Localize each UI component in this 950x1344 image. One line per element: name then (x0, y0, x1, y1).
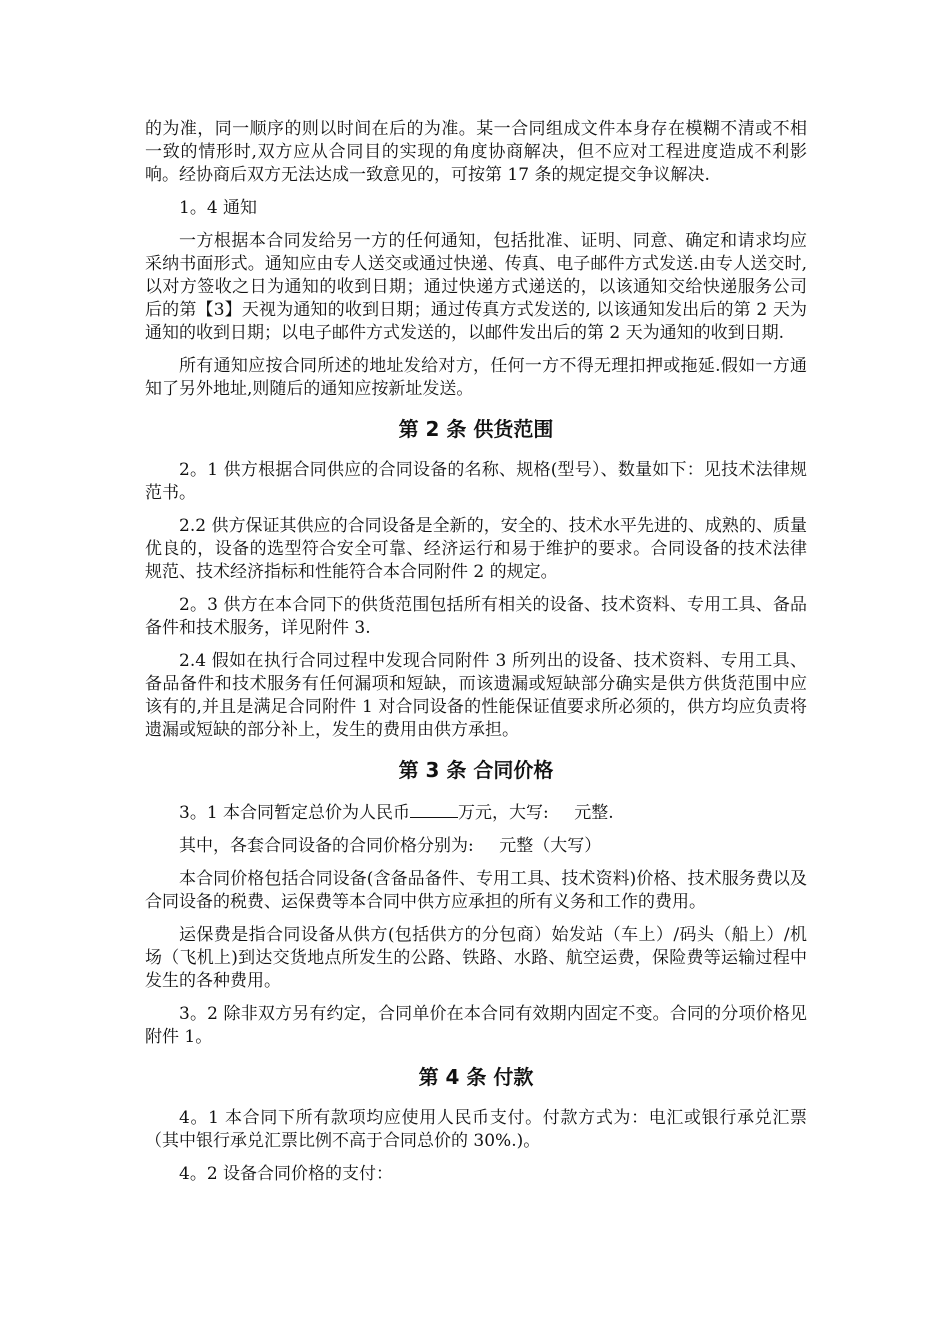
amount-blank (410, 800, 458, 818)
clause-2-4: 2.4 假如在执行合同过程中发现合同附件 3 所列出的设备、技术资料、专用工具、备品备件和技术服务有任何漏项和短缺，而该遗漏或短缺部分确实是供方供货范围中应该有的,并且是满足合同附件 1 对合同设备的性能保证值要求所必须的，供方均应负责将遗漏或短缺的部分补上，发生的费用由供方承担。 (145, 651, 807, 740)
article-4-title: 第 4 条 付款 (418, 1065, 534, 1089)
clause-4-2: 4。2 设备合同价格的支付： (179, 1164, 394, 1184)
clause-3-1-text-a: 3。1 本合同暂定总价为人民币 (179, 803, 411, 823)
clause-heading-notice: 1。4 通知 (179, 198, 258, 218)
document-page (145, 118, 807, 1196)
clause-3-2: 3。2 除非双方另有约定，合同单价在本合同有效期内固定不变。合同的分项价格见附件 1。 (145, 1004, 807, 1047)
paragraph-shipping-insurance: 运保费是指合同设备从供方(包括供方的分包商）始发站（车上）/码头（船上）/机场（飞机上)到达交货地点所发生的公路、铁路、水路、航空运费，保险费等运输过程中发生的各种费用。 (145, 925, 807, 991)
clause-2-3: 2。3 供方在本合同下的供货范围包括所有相关的设备、技术资料、专用工具、备品备件和技术服务，详见附件 3. (145, 595, 807, 638)
prices-text-b: 元整（大写） (499, 836, 602, 856)
article-2-title: 第 2 条 供货范围 (398, 417, 554, 441)
paragraph-contract-precedence: 的为准，同一顺序的则以时间在后的为准。某一合同组成文件本身存在模糊不清或不相一致的情形时,双方应从合同目的实现的角度协商解决，但不应对工程进度造成不利影响。经协商后双方无法达成一致意见的，可按第 17 条的规定提交争议解决. (145, 119, 807, 185)
clause-3-1 (145, 800, 807, 825)
paragraph-notice-methods: 一方根据本合同发给另一方的任何通知，包括批准、证明、同意、确定和请求均应采纳书面形式。通知应由专人送交或通过快递、传真、电子邮件方式发送.由专人送交时,以对方签收之日为通知的收到日期；通过快递方式递送的，以该通知交给快递服务公司后的第【3】天视为通知的收到日期；通过传真方式发送的, 以该通知发出后的第 2 天为通知的收到日期；以电子邮件方式发送的，以邮件发出后的第 2 天为通知的收到日期. (145, 231, 807, 343)
prices-text-a: 其中，各套合同设备的合同价格分别为: (179, 836, 474, 856)
article-3-title: 第 3 条 合同价格 (398, 758, 554, 782)
clause-3-1-text-b: 万元，大写: (458, 803, 549, 823)
clause-2-1: 2。1 供方根据合同供应的合同设备的名称、规格(型号）、数量如下：见技术法律规范书。 (145, 460, 807, 503)
clause-2-2: 2.2 供方保证其供应的合同设备是全新的，安全的、技术水平先进的、成熟的、质量优良的，设备的选型符合安全可靠、经济运行和易于维护的要求。合同设备的技术法律规范、技术经济指标和性能符合本合同附件 2 的规定。 (145, 516, 807, 582)
clause-3-1-text-c: 元整. (574, 803, 614, 823)
clause-4-1: 4。1 本合同下所有款项均应使用人民币支付。付款方式为：电汇或银行承兑汇票（其中银行承兑汇票比例不高于合同总价的 30%.)。 (145, 1108, 807, 1151)
clause-3-1-prices (145, 835, 807, 858)
paragraph-notice-address: 所有通知应按合同所述的地址发给对方，任何一方不得无理扣押或拖延.假如一方通知了另外地址,则随后的通知应按新址发送。 (145, 356, 807, 399)
paragraph-price-includes: 本合同价格包括合同设备(含备品备件、专用工具、技术资料)价格、技术服务费以及合同设备的税费、运保费等本合同中供方应承担的所有义务和工作的费用。 (145, 869, 807, 912)
